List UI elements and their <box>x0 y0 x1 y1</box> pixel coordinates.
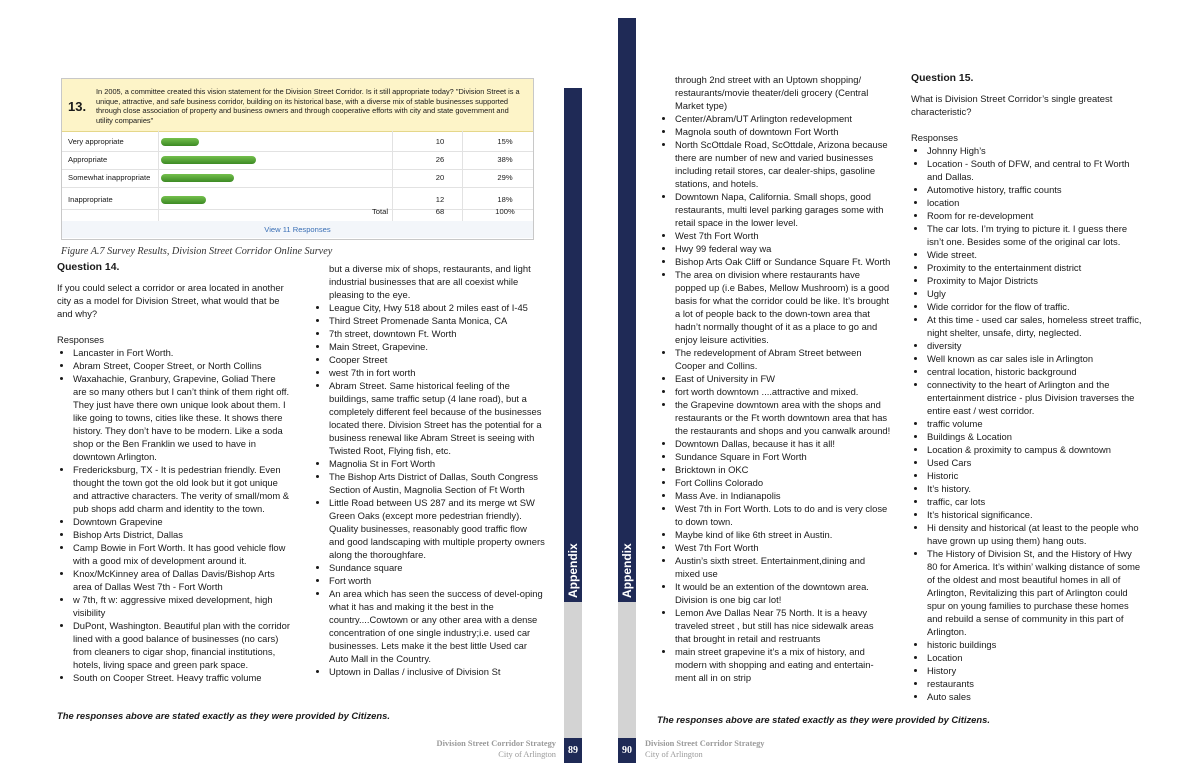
list-item: • Automotive history, traffic counts <box>927 183 1143 196</box>
list-item: • Used Cars <box>927 456 1143 469</box>
view-responses-link[interactable]: View 11 Responses <box>62 221 533 238</box>
survey-total-pct: 100% <box>495 207 515 216</box>
q14-column-2 <box>313 262 545 678</box>
q14-continued-lead: through 2nd street with an Uptown shopping/ restaurants/movie theater/deli grocery (Central Market type) <box>675 74 869 111</box>
q14-response-list-2 <box>313 301 545 678</box>
page-number-89: 89 <box>564 738 582 763</box>
list-item: • Room for re-development <box>927 209 1143 222</box>
survey-row-label: Appropriate <box>68 155 108 164</box>
appendix-label-left: Appendix <box>566 543 580 598</box>
list-item: • The area on division where restaurants have popped up (i.e Babes, Mellow Mushroom) is a good basis for what the corridor could be like. It’s brought a lot of people back to the down-town area that hadn’t normally thought of it as a place to go and enjoy leisure activities. <box>675 268 891 346</box>
list-item: • traffic, car lots <box>927 495 1143 508</box>
list-item: • Bishop Arts Oak Cliff or Sundance Square Ft. Worth <box>675 255 891 268</box>
q15-response-list <box>911 144 1143 703</box>
list-item: • fort worth downtown ....attractive and mixed. <box>675 385 891 398</box>
list-item: • Johnny High’s <box>927 144 1143 157</box>
list-item: • Bricktown in OKC <box>675 463 891 476</box>
list-item: • 7th street, downtown Ft. Worth <box>329 327 545 340</box>
list-item: • Location <box>927 651 1143 664</box>
page90-footnote: The responses above are stated exactly as they were provided by Citizens. <box>657 714 990 725</box>
list-item: • Little Road between US 287 and its merge wt SW Green Oaks (except more pedestrian friendly). Quality businesses, reasonably good traffic flow and good landscaping with multiple property owners along the thoroughfare. <box>329 496 545 561</box>
survey-row-pct: 18% <box>497 195 513 204</box>
gray-band-left <box>564 602 582 738</box>
q14-prompt: If you could select a corridor or area located in another city as a model for Division Street, what would that be and why? <box>57 282 284 319</box>
list-item: • Location & proximity to campus & downtown <box>927 443 1143 456</box>
list-item: • Sundance square <box>329 561 545 574</box>
q14-continued-column <box>659 73 891 684</box>
footer-left-title: Division Street Corridor Strategy <box>436 739 556 748</box>
list-item: • historic buildings <box>927 638 1143 651</box>
list-item: • Ugly <box>927 287 1143 300</box>
q15-prompt: What is Division Street Corridor’s single greatest characteristic? <box>911 93 1113 117</box>
list-item: • Uptown in Dallas / inclusive of Division St <box>329 665 545 678</box>
list-item: • Lancaster in Fort Worth. <box>73 346 291 359</box>
survey-row-count: 20 <box>435 173 445 182</box>
list-item: • Austin’s sixth street. Entertainment,dining and mixed use <box>675 554 891 580</box>
list-item: • w 7th, ft w: aggressive mixed development, high visibility <box>73 593 291 619</box>
list-item: • Fredericksburg, TX - It is pedestrian friendly. Even thought the town got the old look but it got unique and attractive characters. The verity of small/mom & pub shops add charm and identity to the town. <box>73 463 291 515</box>
list-item: • Fort Collins Colorado <box>675 476 891 489</box>
list-item: • The car lots. I’m trying to picture it. I guess there isn’t one. Besides some of the original car lots. <box>927 222 1143 248</box>
survey-row-label: Inappropriate <box>68 195 113 204</box>
list-item: • The History of Division St, and the History of Hwy 80 for America. It’s within’ walking distance of some of the oldest and most beautiful homes in all of Arlington, Revitalizing this part of Arlington could spur on young families to purchase these homes and rebuild a sense of community in this part of Arlington. <box>927 547 1143 638</box>
list-item: • Location - South of DFW, and central to Ft Worth and Dallas. <box>927 157 1143 183</box>
list-item: • League City, Hwy 518 about 2 miles east of I-45 <box>329 301 545 314</box>
list-item: • Downtown Napa, California. Small shops, good restaurants, multi level parking garages some with retail space in the lower level. <box>675 190 891 229</box>
q15-responses-label: Responses <box>911 132 958 143</box>
list-item: • The Bishop Arts District of Dallas, South Congress Section of Austin, Magnolia Section of Ft Worth <box>329 470 545 496</box>
list-item: • Sundance Square in Fort Worth <box>675 450 891 463</box>
list-item: • East of University in FW <box>675 372 891 385</box>
survey-row-pct: 38% <box>497 155 513 164</box>
list-item: • diversity <box>927 339 1143 352</box>
survey-results-box <box>61 78 534 240</box>
gray-band-right <box>618 602 636 738</box>
list-item: • Maybe kind of like 6th street in Austin. <box>675 528 891 541</box>
list-item: • It’s historical significance. <box>927 508 1143 521</box>
list-item: • Lemon Ave Dallas Near 75 North. It is a heavy traveled street , but still has nice sidewalk areas that brought in retail and restruants <box>675 606 891 645</box>
list-item: • west 7th in fort worth <box>329 366 545 379</box>
list-item: • restaurants <box>927 677 1143 690</box>
q14-column-1 <box>57 262 291 684</box>
q14-title: Question 14. <box>57 262 120 273</box>
survey-row-count: 26 <box>435 155 445 164</box>
list-item: • History <box>927 664 1143 677</box>
list-item: • Auto sales <box>927 690 1143 703</box>
q15-title: Question 15. <box>911 73 974 84</box>
list-item: • West 7th Fort Worth <box>675 541 891 554</box>
list-item: • Proximity to the entertainment district <box>927 261 1143 274</box>
list-item: • An area which has seen the success of devel-oping what it has and making it the best in the country....Cowtown or any other area with a dense concentration of one single industry;i.e. used car businesses. Lets make it the best little Used car Auto Mall in the Country. <box>329 587 545 665</box>
list-item: • Fort worth <box>329 574 545 587</box>
list-item: • West 7th in Fort Worth. Lots to do and is very close to down town. <box>675 502 891 528</box>
list-item: • It’s history. <box>927 482 1143 495</box>
list-item: • Knox/McKinney area of Dallas Davis/Bishop Arts area of Dallas West 7th - Fort Worth <box>73 567 291 593</box>
list-item: • Hi density and historical (at least to the people who have grown up using them) hang outs. <box>927 521 1143 547</box>
survey-row-label: Somewhat inappropriate <box>68 173 151 182</box>
survey-total-label: Total <box>372 207 389 216</box>
list-item: • The redevelopment of Abram Street between Cooper and Collins. <box>675 346 891 372</box>
list-item: • central location, historic background <box>927 365 1143 378</box>
survey-question-header <box>62 79 533 132</box>
footer-right-title: Division Street Corridor Strategy <box>645 739 765 748</box>
q14-footnote: The responses above are stated exactly as they were provided by Citizens. <box>57 710 390 721</box>
list-item: • Waxahachie, Granbury, Grapevine, Goliad There are so many others but I can’t think of them right off. They just have there own unique look about them. I like going to towns, cities like these. It shows there history. They don’t have to be modern. Like a soda shop or the Ben Franklin we used to have in downtown Arlington. <box>73 372 291 463</box>
list-item: • traffic volume <box>927 417 1143 430</box>
appendix-label-right: Appendix <box>620 543 634 598</box>
list-item: • Historic <box>927 469 1143 482</box>
footer-left <box>380 738 556 760</box>
survey-row-bar <box>161 138 199 146</box>
list-item: • South on Cooper Street. Heavy traffic volume <box>73 671 291 684</box>
list-item: • Proximity to Major Districts <box>927 274 1143 287</box>
survey-row-pct: 15% <box>497 137 513 146</box>
q14-responses-label: Responses <box>57 334 104 345</box>
page-number-90: 90 <box>618 738 636 763</box>
list-item: • Abram Street, Cooper Street, or North Collins <box>73 359 291 372</box>
list-item: • Cooper Street <box>329 353 545 366</box>
list-item: • At this time - used car sales, homeless street traffic, night shelter, unsafe, dirty, neglected. <box>927 313 1143 339</box>
list-item: • Bishop Arts District, Dallas <box>73 528 291 541</box>
list-item: • It would be an extention of the downtown area. Division is one big car lot! <box>675 580 891 606</box>
list-item: • Main Street, Grapevine. <box>329 340 545 353</box>
survey-row-count: 10 <box>435 137 445 146</box>
list-item: • Abram Street. Same historical feeling of the buildings, same traffic setup (4 lane road), but a completely different feel because of the businesses located there. Division Street has the potential for a business renewal like Abram Street is seeing with Twisted Root, Flying fish, etc. <box>329 379 545 457</box>
list-item: • Third Street Promenade Santa Monica, CA <box>329 314 545 327</box>
list-item: • Magnola south of downtown Fort Worth <box>675 125 891 138</box>
survey-row-pct: 29% <box>497 173 513 182</box>
list-item: • connectivity to the heart of Arlington and the entertainment districe - plus Division traverses the entire east / west corridor. <box>927 378 1143 417</box>
list-item: • Wide corridor for the flow of traffic. <box>927 300 1143 313</box>
survey-question-text: In 2005, a committee created this vision statement for the Division Street Corridor. Is it still appropriate today? "Division Street is a unique, attractive, and safe business corridor, building on its historical base, with a diverse mix of stable businesses supported through close association of property and business owners and through cooperative efforts with city and state government and utility companies" <box>96 87 520 125</box>
footer-right-sub: City of Arlington <box>645 750 703 759</box>
survey-row-bar <box>161 174 234 182</box>
footer-left-sub: City of Arlington <box>498 750 556 759</box>
survey-total-row <box>62 203 533 221</box>
list-item: • the Grapevine downtown area with the shops and restaurants or the Ft worth downtown area that has the restaurants and shops and you canwalk around! <box>675 398 891 437</box>
list-item: • Mass Ave. in Indianapolis <box>675 489 891 502</box>
list-item: • main street grapevine it’s a mix of history, and modern with shopping and eating and entertain-ment all in on strip <box>675 645 891 684</box>
list-item: • North ScOttdale Road, ScOttdale, Arizona because there are number of new and varied businesses including retail stores, car dealer-ships, gasoline stations, and hotels. <box>675 138 891 190</box>
survey-row-label: Very appropriate <box>68 137 124 146</box>
list-item: • location <box>927 196 1143 209</box>
list-item: • Buildings & Location <box>927 430 1143 443</box>
q15-column <box>911 73 1143 703</box>
list-item: • Well known as car sales isle in Arlington <box>927 352 1143 365</box>
survey-row-bar <box>161 156 256 164</box>
list-item: • West 7th Fort Worth <box>675 229 891 242</box>
list-item: • Magnolia St in Fort Worth <box>329 457 545 470</box>
list-item: • Downtown Dallas, because it has it all! <box>675 437 891 450</box>
list-item: • Wide street. <box>927 248 1143 261</box>
q14-response-list-1 <box>57 346 291 684</box>
list-item: • DuPont, Washington. Beautiful plan with the corridor lined with a good balance of businesses (no cars) from cleaners to cigar shop, financial institutions, hotels, living space and green park space. <box>73 619 291 671</box>
appendix-band-right <box>618 18 636 602</box>
survey-row-count: 12 <box>435 195 445 204</box>
figure-caption: Figure A.7 Survey Results, Division Street Corridor Online Survey <box>61 246 333 257</box>
appendix-band-left <box>564 88 582 602</box>
footer-right <box>645 738 845 760</box>
survey-question-number: 13. <box>68 99 87 114</box>
list-item: • Hwy 99 federal way wa <box>675 242 891 255</box>
list-item: • Center/Abram/UT Arlington redevelopment <box>675 112 891 125</box>
q14-continued-list <box>659 112 891 684</box>
list-item: • Camp Bowie in Fort Worth. It has good vehicle flow with a good mix of development around it. <box>73 541 291 567</box>
q14-col2-lead: but a diverse mix of shops, restaurants, and light industrial businesses that are all coexist while pleasing to the eye. <box>329 263 531 300</box>
list-item: • Downtown Grapevine <box>73 515 291 528</box>
survey-total-count: 68 <box>435 207 445 216</box>
